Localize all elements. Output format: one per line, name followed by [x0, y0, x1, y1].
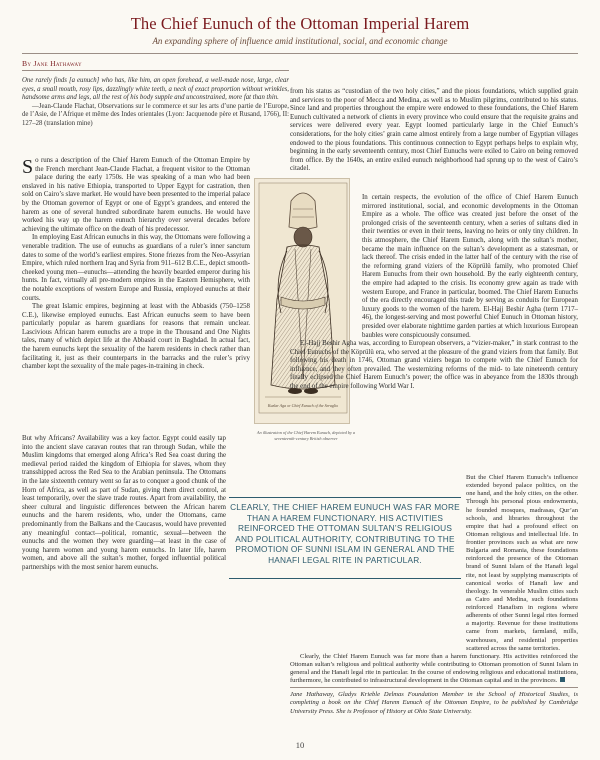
paragraph: from his status as “custodian of the two holy cities,” and the pious foundations, which supplied grain and services to the poor of Mecca and Medina, as well as to Muslim pilgrims, contributed to his status. Since land and properties throughout the empire were endowed to these foundations, the Chief Harem Eunuch cultivated a network of clients in every province who could ensure that the requisite grains and services were delivered every year. Egypt loomed particularly large in the Chief Eunuch’s considerations, for the holy cities’ grain came almost entirely from a large number of Egyptian villages endowed to the pious foundations. This continuous connection to Egypt perhaps helps to explain why, beginning in the early seventeenth century, most Chief Eunuchs were exiled to Cairo on being removed from office. By the 1640s, an entire exiled eunuch neighborhood had sprung up to the west of Cairo’s citadel. — [290, 88, 578, 173]
right-column-top — [290, 88, 578, 174]
paragraph: So runs a description of the Chief Harem Eunuch of the Ottoman Empire by the French merchant Jean-Claude Flachat, a frequent visitor to the Ottoman palace during the early 1750s. He was speaking of a man who had been enslaved in his native Ethiopia, transported to Upper Egypt for castration, then sold on Cairo’s slave market. He would have been presented to the imperial palace by the Ottoman governor of Egypt or one of Egypt’s grandees, and entered the harem as one of several hundred subordinate harem eunuchs. He would have worked his way up the harem eunuch hierarchy over several decades before achieving the ultimate office on the death of his predecessor. — [22, 156, 250, 233]
bio-rule — [290, 687, 578, 688]
epigraph — [22, 77, 289, 129]
epigraph-quote: One rarely finds [a eunuch] who has, like him, an open forehead, a well-made nose, large, clear eyes, a small mouth, rosy lips, dazzlingly white teeth, a neck of exact proportion without wrinkles, handsome arms and legs, all the rest of his body supple and unconstrained, more fat than thin. — [22, 77, 289, 102]
pullquote-text: CLEARLY, THE CHIEF HAREM EUNUCH WAS FAR MORE THAN A HAREM FUNCTIONARY. HIS ACTIVITIES REINFORCED THE OTTOMAN SULTAN’S RELIGIOUS AND POLITICAL AUTHORITY, CONTRIBUTING TO THE PROMOTION OF SUNNI ISLAM IN GENERAL AND THE HANAFI LEGAL RITE IN PARTICULAR. — [230, 502, 460, 565]
paragraph: Clearly, the Chief Harem Eunuch was far more than a harem functionary. His activities reinforced the Ottoman sultan’s religious and political authority while contributing to Ottoman promotion of Sunni Islam in general and the Hanafi legal rite in particular. In the course of endowing religious and educational institutions, furthermore, he contributed to infrastructural development in the Ottoman capital and in the provinces. — [290, 652, 578, 685]
byline — [22, 59, 82, 68]
left-column-narrow — [22, 435, 226, 573]
epigraph-attribution: —Jean-Claude Flachat, Observations sur le commerce et sur les arts d’une partie de l’Europe, de l’Asie, de l’Afrique et même des Indes orientales (Lyon: Jacquenode père et Rusand, 1766), II: 127–28 (translation mine) — [22, 102, 289, 127]
paragraph: In employing East African eunuchs in this way, the Ottomans were following a venerable tradition. The use of eunuchs as guardians of a ruler’s inner sanctum dates to some of the world’s earliest empires. Stone friezes from the Neo-Assyrian Empire, which ruled northern Iraq and Syria from 911–612 B.C.E., depict smooth-cheeked young men—eunuchs—attending the heavily bearded emperor during his hunts. In fact, virtually all pre-modern empires in the Eastern Hemisphere, with the notable exceptions of western Europe and Russia, employed eunuchs at their courts. — [22, 234, 250, 302]
left-column — [22, 157, 250, 372]
pullquote — [229, 497, 461, 579]
paragraph: El-Hajj Beshir Agha was, according to European observers, a “vizier-maker,” in stark contrast to the Chief Eunuchs of the Köprülü era, who served at the pleasure of the grand viziers from that family. But following his death in 1746, Ottoman grand viziers began to compete with the Chief Eunuch for influence, and they often prevailed. The westernizing reforms of the mid- to late nineteenth century finally eclipsed the Chief Harem Eunuch’s power; the office was in abeyance from the 1830s through the end of the empire following World War I. — [290, 340, 578, 391]
end-mark-icon — [560, 677, 565, 682]
byline-rule — [22, 70, 289, 71]
paragraph-start: But why Africans? Availability was a key factor. Egypt could easily tap into the ancient slave caravan routes that ran through Sudan, while the Muslim kingdoms that emerged along Africa’s Red Sea coast during the medieval period raided the kingdom of Ethiopia for slaves, whom they transshipped across the Red Sea to the Arabian peninsula. The Ottomans in the late sixteenth century went so far as to conquer a good chunk of the Horn of Africa, as well as part of Sudan, giving them direct control, at least temporarily, over the slave trade routes. Apart from availability, the sheer cultural and linguistic differences between the African harem eunuchs and the harem residents, who, under the Ottomans, came predominantly from the Balkans and the Caucasus, would have prevented any meaningful contact—political, romantic, sexual—between the eunuchs and the women they were guarding—at least in the case of young harem women and young harem eunuchs. In later life, harem women, and above all the sultan’s mother, forged influential political partnerships with the most senior harem eunuchs. — [22, 435, 226, 571]
article-subtitle: An expanding sphere of influence amid institutional, social, and economic change — [152, 36, 448, 46]
right-column-mid — [290, 194, 578, 392]
byline-author: Jane Hathaway — [33, 59, 82, 68]
figure-inscription: Kuzlar Aga or Chief Eunuch of the Seraglio — [267, 403, 339, 408]
page-number: 10 — [295, 740, 305, 750]
paragraph: The great Islamic empires, beginning at least with the Abbasids (750–1258 C.E.), likewise employed eunuchs. East African eunuchs seem to have been particularly popular as harem guardians for reasons that remain unclear. Lascivious African harem eunuchs are a trope in the Thousand and One Nights tales, many of which depict life at the Abbasid court in Baghdad. In actual fact, the harem eunuchs kept the sexuality of the harem residents in check rather than facilitating it, just as their counterparts in the barracks and the ruler’s privy chamber kept the sexuality of the male pages-in-training in check. — [22, 303, 250, 371]
figure-caption: An illustration of the Chief Harem Eunuch, depicted by a seventeenth-century British observer — [256, 430, 356, 441]
paragraph: In certain respects, the evolution of the office of Chief Harem Eunuch mirrored institutional, social, and economic developments in the Ottoman Empire as a whole. The office was created just before the onset of the prolonged crisis of the seventeenth century, when a series of sultans died in their twenties or even in their teens, leaving no heirs or only tiny children. In this atmosphere, the Chief Harem Eunuch, along with the sultan’s mother, became the main influence on the sultan’s development as a statesman, or lack thereof. The crisis ended in the latter half of the century with the rise of the reforming grand viziers of the Köprülü family, who promoted Chief Harem Eunuchs from their own household. By the early eighteenth century, the empire had adapted to the crisis. Its economy grew again as trade with western Europe, and France in particular, boomed. The Chief Harem Eunuchs of the era directly encouraged this trade by serving as conduits for European luxury goods to the women of the harem. El-Hajj Beshir Agha (term 1717–46), the longest-serving and most powerful Chief Eunuch in Ottoman history, presided over elaborate nighttime garden parties at which luxurious European baubles were conspicuously consumed. — [362, 194, 578, 339]
paragraph: But the Chief Harem Eunuch’s influence extended beyond palace politics, on the one hand, and the holy cities, on the other. Through his personal pious endowments, he founded mosques, madrasas, Qur’an schools, and libraries throughout the empire that had a profound effect on Ottoman religious and intellectual life. In frontier provinces such as what are now Bulgaria and Romania, these foundations reinforced the presence of the Ottoman brand of Sunni Islam of the Hanafi legal rite, not least by supplying manuscripts of canonical works of Hanafi law and theology. In venerable Muslim cities such as Cairo and Medina, such foundations reinforced Hanafism in regions where adherents of other Sunni legal rites formed a majority. Revenue for these institutions came from markets, farmland, mills, warehouses, and residential properties scattered across the same territories. — [466, 474, 578, 652]
drop-cap: S — [22, 156, 34, 178]
pullquote-top-rule — [229, 497, 461, 498]
pullquote-bottom-rule — [229, 578, 461, 579]
header-rule — [22, 53, 578, 54]
article-title: The Chief Eunuch of the Ottoman Imperial Harem — [130, 14, 470, 33]
byline-prefix: By — [22, 59, 32, 68]
author-bio: Jane Hathaway, Gladys Krieble Delmas Foundation Member in the School of Historical Studies, is completing a book on the Chief Harem Eunuch of the Ottoman Empire, to be published by Cambridge University Press. She is Professor of History at Ohio State University. — [290, 691, 578, 715]
